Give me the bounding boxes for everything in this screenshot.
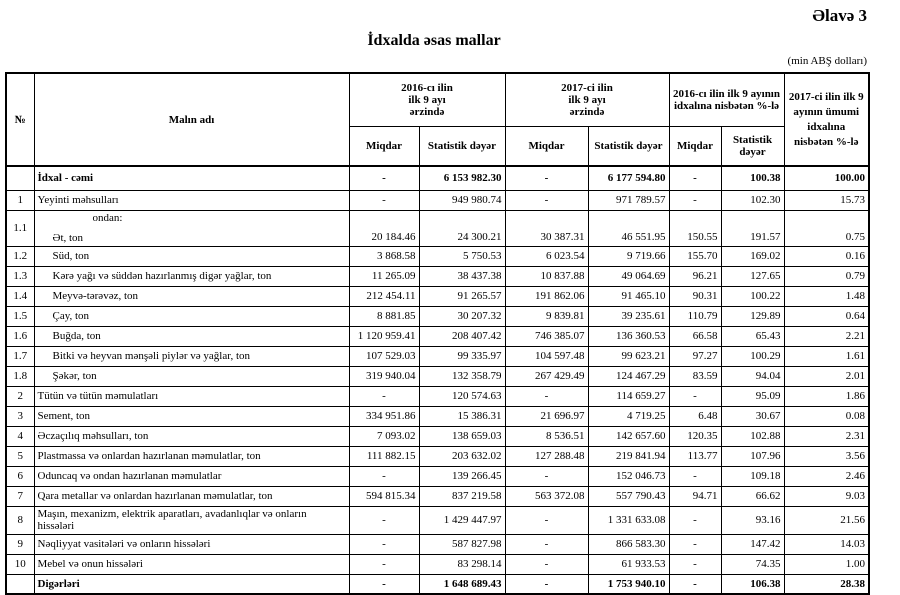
row-name — [34, 190, 349, 210]
cell-value-2017: 124 467.29 — [588, 366, 669, 386]
cell-qty-2017: 10 837.88 — [505, 266, 588, 286]
header-qty-2016: Miqdar — [349, 126, 419, 166]
cell-share: 2.31 — [784, 426, 869, 446]
row-no: 1.3 — [6, 266, 34, 286]
cell-value-2017: 6 177 594.80 — [588, 166, 669, 190]
row-name — [34, 554, 349, 574]
cell-value-ratio: 102.30 — [721, 190, 784, 210]
row-no: 1.7 — [6, 346, 34, 366]
page-title: İdxalda əsas mallar — [367, 32, 501, 49]
cell-qty-2016: - — [349, 190, 419, 210]
cell-qty-2017: - — [505, 166, 588, 190]
table-row — [6, 266, 869, 286]
row-name — [34, 486, 349, 506]
row-name-text: İdxal - cəmi — [37, 172, 94, 185]
cell-value-2016: 837 219.58 — [419, 486, 505, 506]
cell-value-2017: 46 551.95 — [588, 210, 669, 246]
cell-share: 1.86 — [784, 386, 869, 406]
cell-share: 14.03 — [784, 534, 869, 554]
cell-value-2016: 139 266.45 — [419, 466, 505, 486]
cell-share: 100.00 — [784, 166, 869, 190]
row-name-text: Buğda, ton — [52, 330, 101, 342]
row-name-text: Mebel və onun hissələri — [37, 558, 143, 570]
cell-qty-ratio: - — [669, 574, 721, 594]
cell-value-2017: 136 360.53 — [588, 326, 669, 346]
header-qty-ratio: Miqdar — [669, 126, 721, 166]
cell-value-2017: 866 583.30 — [588, 534, 669, 554]
cell-qty-2017: 8 536.51 — [505, 426, 588, 446]
cell-value-2016: 5 750.53 — [419, 246, 505, 266]
row-name — [34, 286, 349, 306]
cell-share: 15.73 — [784, 190, 869, 210]
cell-qty-ratio: - — [669, 506, 721, 534]
row-name-text: Ət, ton — [52, 232, 84, 244]
cell-value-2016: 1 429 447.97 — [419, 506, 505, 534]
cell-value-2016: 6 153 982.30 — [419, 166, 505, 190]
cell-qty-2016: 319 940.04 — [349, 366, 419, 386]
cell-qty-2017: 21 696.97 — [505, 406, 588, 426]
cell-qty-ratio: 150.55 — [669, 210, 721, 246]
cell-value-ratio: 109.18 — [721, 466, 784, 486]
row-no: 3 — [6, 406, 34, 426]
row-no: 5 — [6, 446, 34, 466]
table-row — [6, 426, 869, 446]
row-name — [34, 326, 349, 346]
cell-value-2017: 9 719.66 — [588, 246, 669, 266]
cell-qty-2017: 6 023.54 — [505, 246, 588, 266]
cell-share: 2.46 — [784, 466, 869, 486]
cell-qty-2016: 212 454.11 — [349, 286, 419, 306]
table-row — [6, 446, 869, 466]
cell-qty-ratio: - — [669, 554, 721, 574]
cell-share: 9.03 — [784, 486, 869, 506]
cell-value-2017: 4 719.25 — [588, 406, 669, 426]
row-name — [34, 246, 349, 266]
row-no: 6 — [6, 466, 34, 486]
table-row — [6, 210, 869, 246]
cell-qty-ratio: 66.58 — [669, 326, 721, 346]
table-row — [6, 366, 869, 386]
cell-value-ratio: 127.65 — [721, 266, 784, 286]
cell-qty-2017: - — [505, 554, 588, 574]
cell-value-ratio: 102.88 — [721, 426, 784, 446]
row-no: 1.8 — [6, 366, 34, 386]
row-name-text: Tütün və tütün məmulatları — [37, 390, 159, 402]
cell-qty-2017: - — [505, 386, 588, 406]
cell-share: 2.01 — [784, 366, 869, 386]
row-name-text: Oduncaq və ondan hazırlanan məmulatlar — [37, 470, 222, 482]
cell-qty-ratio: 94.71 — [669, 486, 721, 506]
cell-value-2016: 138 659.03 — [419, 426, 505, 446]
table-row — [6, 286, 869, 306]
cell-share: 3.56 — [784, 446, 869, 466]
row-no: 7 — [6, 486, 34, 506]
cell-qty-2017: 30 387.31 — [505, 210, 588, 246]
row-name — [34, 446, 349, 466]
cell-qty-2017: 563 372.08 — [505, 486, 588, 506]
cell-value-2016: 1 648 689.43 — [419, 574, 505, 594]
row-name-text: Kərə yağı və süddən hazırlanmış digər yağlar, ton — [52, 270, 272, 282]
cell-value-2016: 208 407.42 — [419, 326, 505, 346]
row-name — [34, 574, 349, 594]
row-name — [34, 466, 349, 486]
header-name: Malın adı — [34, 73, 349, 166]
header-value-ratio: Statistik dəyər — [721, 126, 784, 166]
header-ratio: 2016-cı ilin ilk 9 ayının idxalına nisbətən %-lə — [669, 73, 784, 126]
cell-share: 1.61 — [784, 346, 869, 366]
row-name-text: Maşın, mexanizm, elektrik aparatları, avadanlıqlar və onların hissələri — [37, 508, 307, 532]
row-name-text: Süd, ton — [52, 250, 90, 262]
cell-qty-ratio: 113.77 — [669, 446, 721, 466]
row-name — [34, 386, 349, 406]
table-row — [6, 406, 869, 426]
table-row — [6, 486, 869, 506]
row-no: 10 — [6, 554, 34, 574]
row-name — [34, 210, 349, 246]
cell-qty-2016: - — [349, 534, 419, 554]
cell-qty-ratio: 83.59 — [669, 366, 721, 386]
cell-value-2016: 15 386.31 — [419, 406, 505, 426]
cell-qty-2016: 8 881.85 — [349, 306, 419, 326]
row-name — [34, 534, 349, 554]
table-row — [6, 346, 869, 366]
cell-value-ratio: 100.29 — [721, 346, 784, 366]
row-name-text: Digərləri — [37, 577, 80, 590]
cell-value-2016: 99 335.97 — [419, 346, 505, 366]
cell-value-2016: 38 437.38 — [419, 266, 505, 286]
cell-value-ratio: 74.35 — [721, 554, 784, 574]
unit-note: (min ABŞ dolları) — [787, 55, 867, 67]
header-value-2017: Statistik dəyər — [588, 126, 669, 166]
cell-qty-2016: 594 815.34 — [349, 486, 419, 506]
row-name-text: Yeyinti məhsulları — [37, 194, 119, 206]
cell-qty-ratio: 96.21 — [669, 266, 721, 286]
cell-value-2017: 971 789.57 — [588, 190, 669, 210]
cell-qty-ratio: 155.70 — [669, 246, 721, 266]
cell-qty-ratio: - — [669, 466, 721, 486]
header-no: № — [6, 73, 34, 166]
cell-share: 1.48 — [784, 286, 869, 306]
row-name-text: Nəqliyyat vasitələri və onların hissələri — [37, 538, 211, 550]
cell-share: 0.16 — [784, 246, 869, 266]
cell-share: 1.00 — [784, 554, 869, 574]
cell-qty-2016: 20 184.46 — [349, 210, 419, 246]
cell-value-ratio: 94.04 — [721, 366, 784, 386]
cell-qty-2016: - — [349, 574, 419, 594]
table-row — [6, 190, 869, 210]
cell-qty-2016: - — [349, 166, 419, 190]
header-value-2016: Statistik dəyər — [419, 126, 505, 166]
cell-value-ratio: 100.22 — [721, 286, 784, 306]
cell-value-ratio: 147.42 — [721, 534, 784, 554]
cell-value-2016: 203 632.02 — [419, 446, 505, 466]
cell-qty-ratio: - — [669, 166, 721, 190]
cell-qty-2017: - — [505, 574, 588, 594]
table-row — [6, 506, 869, 534]
table-row — [6, 574, 869, 594]
row-name — [34, 426, 349, 446]
row-no: 4 — [6, 426, 34, 446]
cell-value-ratio: 30.67 — [721, 406, 784, 426]
cell-qty-2017: - — [505, 506, 588, 534]
cell-value-2017: 61 933.53 — [588, 554, 669, 574]
cell-value-ratio: 65.43 — [721, 326, 784, 346]
cell-value-2017: 557 790.43 — [588, 486, 669, 506]
cell-value-2016: 587 827.98 — [419, 534, 505, 554]
cell-value-2017: 219 841.94 — [588, 446, 669, 466]
cell-value-ratio: 169.02 — [721, 246, 784, 266]
header-qty-2017: Miqdar — [505, 126, 588, 166]
cell-qty-2016: - — [349, 466, 419, 486]
row-name-text: Meyvə-tərəvəz, ton — [52, 290, 139, 302]
cell-qty-ratio: - — [669, 534, 721, 554]
row-name — [34, 406, 349, 426]
row-no — [6, 166, 34, 190]
row-name — [34, 166, 349, 190]
row-no: 1 — [6, 190, 34, 210]
header-2017: 2017-ci ilin ilk 9 ayı ərzində — [505, 73, 669, 126]
cell-qty-ratio: - — [669, 386, 721, 406]
cell-value-2016: 132 358.79 — [419, 366, 505, 386]
row-name — [34, 366, 349, 386]
row-no: 9 — [6, 534, 34, 554]
row-name — [34, 306, 349, 326]
header-share: 2017-ci ilin ilk 9 ayının ümumi idxalına nisbətən %-lə — [784, 73, 869, 166]
cell-value-ratio: 191.57 — [721, 210, 784, 246]
cell-value-2017: 1 331 633.08 — [588, 506, 669, 534]
cell-share: 28.38 — [784, 574, 869, 594]
cell-share: 0.64 — [784, 306, 869, 326]
header-2016: 2016-cı ilin ilk 9 ayı ərzində — [349, 73, 505, 126]
cell-qty-ratio: 90.31 — [669, 286, 721, 306]
cell-qty-ratio: 6.48 — [669, 406, 721, 426]
cell-share: 0.79 — [784, 266, 869, 286]
row-prefix: ondan: — [92, 212, 123, 224]
cell-value-2016: 24 300.21 — [419, 210, 505, 246]
cell-value-2016: 91 265.57 — [419, 286, 505, 306]
row-name-text: Plastmassa və onlardan hazırlanan məmulatlar, ton — [37, 450, 261, 462]
appendix-label: Əlavə 3 — [812, 6, 867, 25]
cell-value-2017: 91 465.10 — [588, 286, 669, 306]
cell-value-2017: 1 753 940.10 — [588, 574, 669, 594]
cell-value-ratio: 100.38 — [721, 166, 784, 190]
row-no: 1.1 — [6, 210, 34, 246]
cell-value-ratio: 107.96 — [721, 446, 784, 466]
table-row — [6, 554, 869, 574]
cell-value-2017: 99 623.21 — [588, 346, 669, 366]
cell-value-2016: 30 207.32 — [419, 306, 505, 326]
cell-qty-2017: 9 839.81 — [505, 306, 588, 326]
cell-qty-2016: - — [349, 554, 419, 574]
row-no: 8 — [6, 506, 34, 534]
cell-qty-2017: 104 597.48 — [505, 346, 588, 366]
cell-qty-2017: - — [505, 534, 588, 554]
row-name-text: Şəkər, ton — [52, 370, 97, 382]
row-no: 1.5 — [6, 306, 34, 326]
row-name — [34, 346, 349, 366]
cell-qty-2016: 334 951.86 — [349, 406, 419, 426]
cell-qty-2017: - — [505, 466, 588, 486]
row-name-text: Çay, ton — [52, 310, 90, 322]
cell-value-2017: 114 659.27 — [588, 386, 669, 406]
cell-qty-2017: 191 862.06 — [505, 286, 588, 306]
cell-value-2016: 120 574.63 — [419, 386, 505, 406]
cell-value-2017: 152 046.73 — [588, 466, 669, 486]
cell-value-2017: 39 235.61 — [588, 306, 669, 326]
cell-value-ratio: 66.62 — [721, 486, 784, 506]
cell-value-ratio: 129.89 — [721, 306, 784, 326]
cell-value-2016: 949 980.74 — [419, 190, 505, 210]
row-no — [6, 574, 34, 594]
row-no: 1.6 — [6, 326, 34, 346]
cell-qty-2017: 127 288.48 — [505, 446, 588, 466]
cell-qty-2017: 267 429.49 — [505, 366, 588, 386]
row-name-text: Qara metallar və onlardan hazırlanan məmulatlar, ton — [37, 490, 273, 502]
cell-qty-2016: 11 265.09 — [349, 266, 419, 286]
cell-value-ratio: 93.16 — [721, 506, 784, 534]
cell-qty-2017: - — [505, 190, 588, 210]
cell-value-ratio: 106.38 — [721, 574, 784, 594]
cell-qty-2017: 746 385.07 — [505, 326, 588, 346]
cell-qty-2016: 7 093.02 — [349, 426, 419, 446]
cell-value-2017: 142 657.60 — [588, 426, 669, 446]
cell-share: 2.21 — [784, 326, 869, 346]
table-row — [6, 246, 869, 266]
cell-qty-2016: - — [349, 386, 419, 406]
row-no: 2 — [6, 386, 34, 406]
row-name — [34, 266, 349, 286]
row-name-text: Bitki və heyvan mənşəli piylər və yağlar, ton — [52, 350, 251, 362]
table-row — [6, 326, 869, 346]
cell-share: 0.75 — [784, 210, 869, 246]
cell-qty-ratio: - — [669, 190, 721, 210]
table-row — [6, 166, 869, 190]
cell-qty-ratio: 97.27 — [669, 346, 721, 366]
row-name-text: Sement, ton — [37, 410, 91, 422]
row-name — [34, 506, 349, 534]
table-row — [6, 306, 869, 326]
table-row — [6, 386, 869, 406]
table-row — [6, 466, 869, 486]
cell-qty-ratio: 120.35 — [669, 426, 721, 446]
cell-qty-2016: 3 868.58 — [349, 246, 419, 266]
cell-share: 0.08 — [784, 406, 869, 426]
table-row — [6, 534, 869, 554]
row-no: 1.4 — [6, 286, 34, 306]
cell-qty-ratio: 110.79 — [669, 306, 721, 326]
cell-qty-2016: 111 882.15 — [349, 446, 419, 466]
row-no: 1.2 — [6, 246, 34, 266]
cell-value-2016: 83 298.14 — [419, 554, 505, 574]
cell-value-2017: 49 064.69 — [588, 266, 669, 286]
cell-qty-2016: - — [349, 506, 419, 534]
cell-qty-2016: 1 120 959.41 — [349, 326, 419, 346]
cell-share: 21.56 — [784, 506, 869, 534]
imports-table — [5, 72, 870, 595]
row-name-text: Əczaçılıq məhsulları, ton — [37, 430, 149, 442]
cell-value-ratio: 95.09 — [721, 386, 784, 406]
cell-qty-2016: 107 529.03 — [349, 346, 419, 366]
